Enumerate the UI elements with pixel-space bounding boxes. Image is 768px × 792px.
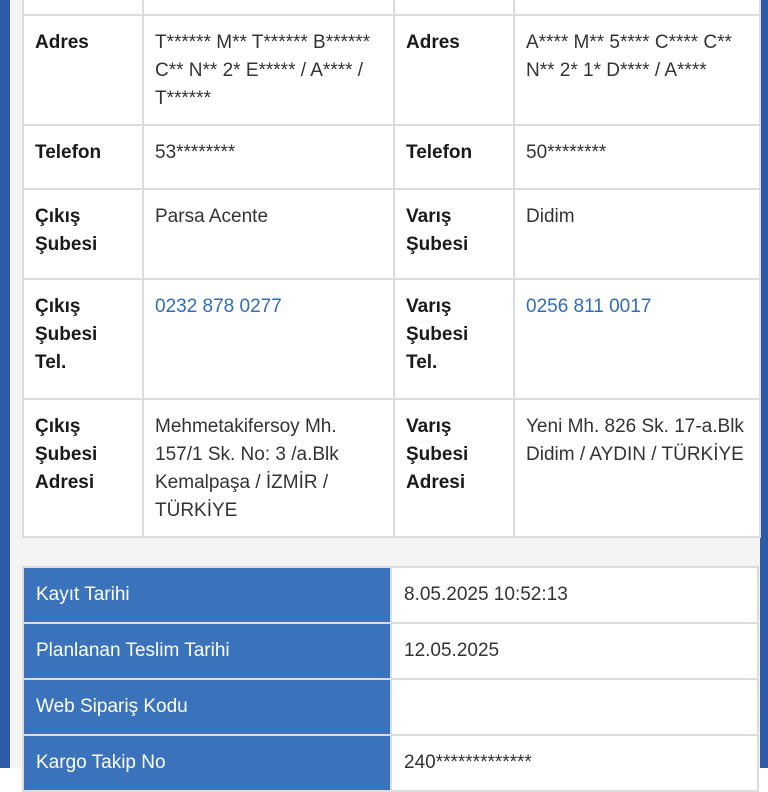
registration-date-value: 8.05.2025 10:52:13 (391, 567, 758, 623)
destination-branch-address-label: Varış Şubesi Adresi (394, 399, 514, 537)
empty-cell (514, 0, 760, 15)
receiver-phone-label: Telefon (394, 125, 514, 189)
table-row (23, 279, 760, 399)
receiver-phone-value: 50******** (514, 125, 760, 189)
sender-address-label: Adres (23, 15, 143, 125)
shipment-details-table (22, 0, 761, 538)
web-order-code-value (391, 679, 758, 735)
registration-date-label: Kayıt Tarihi (23, 567, 391, 623)
table-row (23, 189, 760, 279)
sender-phone-label: Telefon (23, 125, 143, 189)
empty-cell (394, 0, 514, 15)
origin-branch-address-label: Çıkış Şubesi Adresi (23, 399, 143, 537)
origin-branch-value: Parsa Acente (143, 189, 394, 279)
table-row (23, 567, 758, 623)
empty-cell (23, 0, 143, 15)
tracking-number-value: 240************* (391, 735, 758, 791)
left-frame-bar (0, 0, 10, 768)
destination-branch-value: Didim (514, 189, 760, 279)
tracking-number-label: Kargo Takip No (23, 735, 391, 791)
origin-branch-label: Çıkış Şubesi (23, 189, 143, 279)
table-row (23, 125, 760, 189)
empty-cell (143, 0, 394, 15)
origin-branch-phone-label: Çıkış Şubesi Tel. (23, 279, 143, 399)
destination-branch-label: Varış Şubesi (394, 189, 514, 279)
receiver-address-value: A**** M** 5**** C**** C** N** 2* 1* D**** / A**** (514, 15, 760, 125)
web-order-code-label: Web Sipariş Kodu (23, 679, 391, 735)
table-row (23, 623, 758, 679)
right-frame-bar (760, 0, 768, 768)
table-row (23, 735, 758, 791)
origin-branch-address-value: Mehmetakifersoy Mh. 157/1 Sk. No: 3 /a.Blk Kemalpaşa / İZMİR / TÜRKİYE (143, 399, 394, 537)
origin-branch-phone-link[interactable]: 0232 878 0277 (143, 279, 394, 399)
table-row (23, 0, 760, 15)
sender-phone-value: 53******** (143, 125, 394, 189)
shipment-summary-table (22, 566, 759, 792)
destination-branch-phone-label: Varış Şubesi Tel. (394, 279, 514, 399)
sender-address-value: T****** M** T****** B****** C** N** 2* E***** / A**** / T****** (143, 15, 394, 125)
planned-delivery-date-value: 12.05.2025 (391, 623, 758, 679)
destination-branch-phone-link[interactable]: 0256 811 0017 (514, 279, 760, 399)
table-row (23, 15, 760, 125)
table-row (23, 679, 758, 735)
planned-delivery-date-label: Planlanan Teslim Tarihi (23, 623, 391, 679)
table-row (23, 399, 760, 537)
receiver-address-label: Adres (394, 15, 514, 125)
destination-branch-address-value: Yeni Mh. 826 Sk. 17-a.Blk Didim / AYDIN / TÜRKİYE (514, 399, 760, 537)
